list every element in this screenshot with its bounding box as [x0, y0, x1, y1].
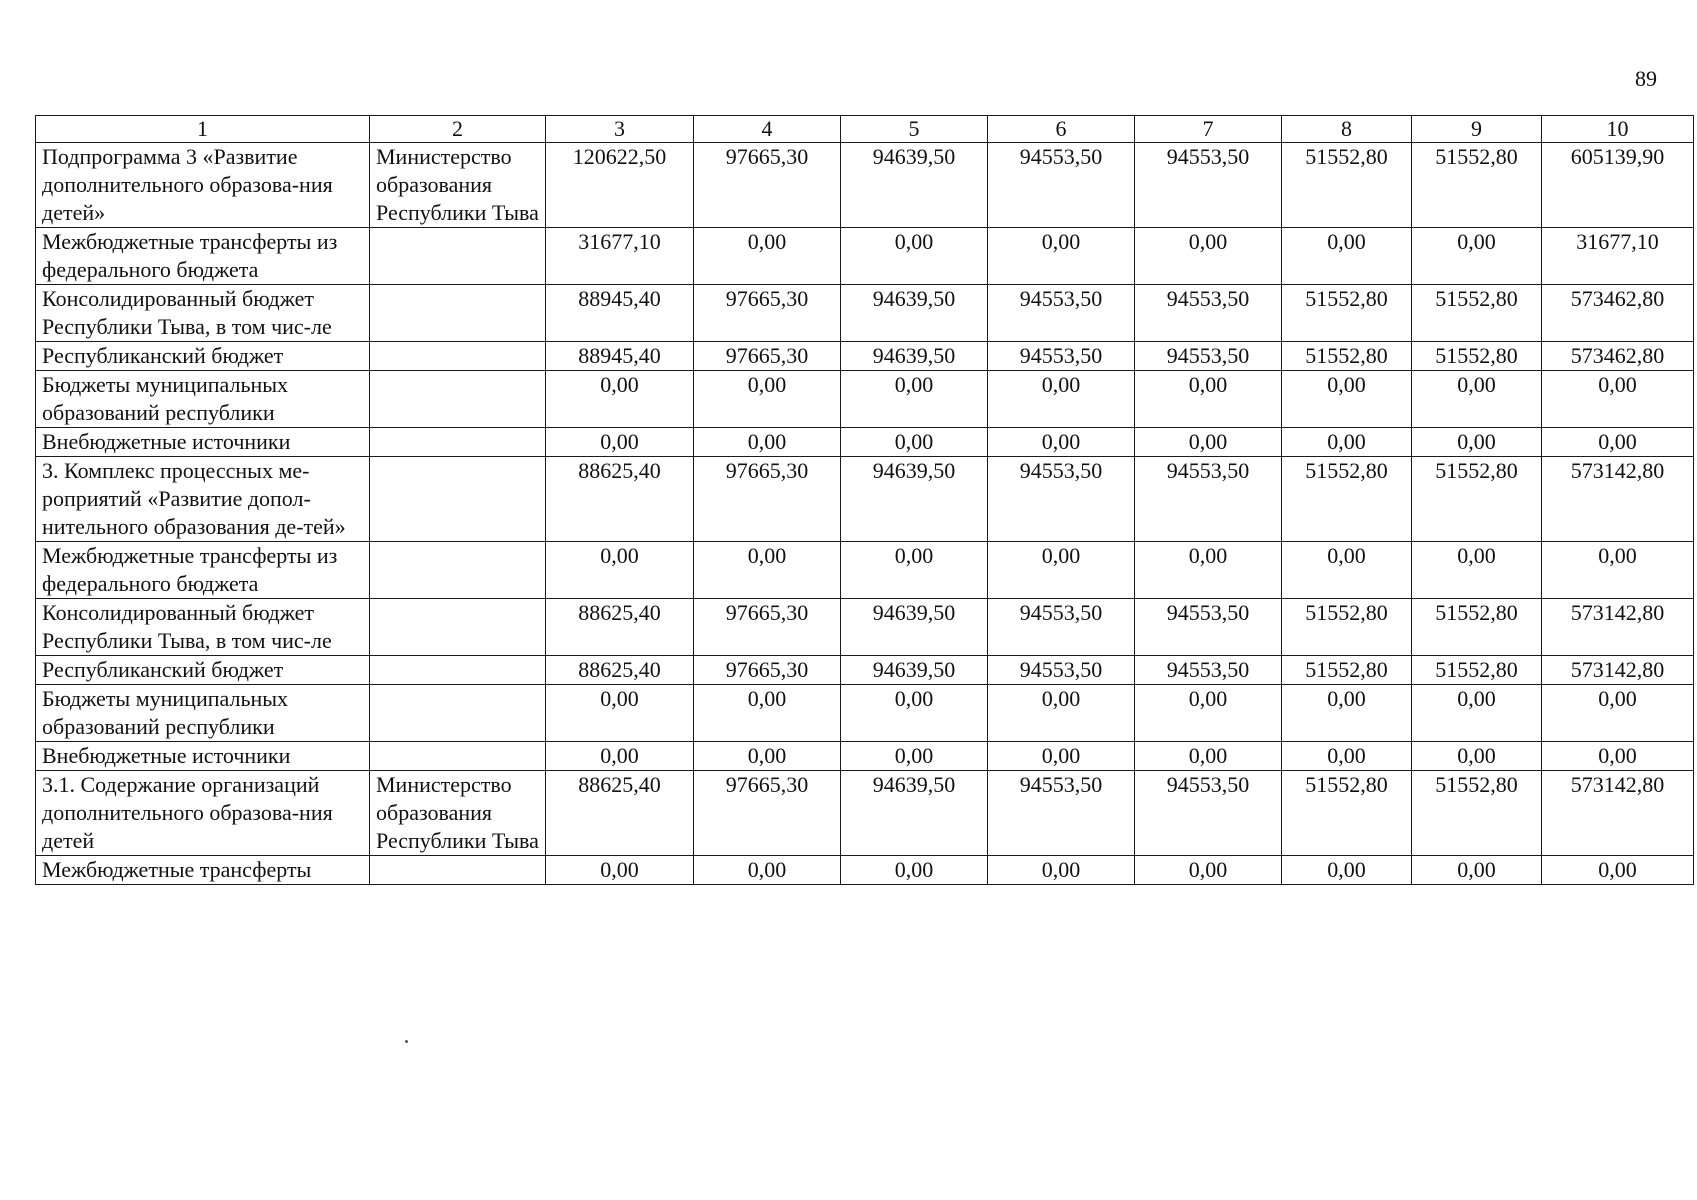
value-cell: 0,00 [1282, 371, 1412, 428]
value-cell: 94639,50 [841, 342, 988, 371]
value-cell: 51552,80 [1282, 656, 1412, 685]
value-cell: 51552,80 [1412, 599, 1542, 656]
responsible-org: Министерство образования Республики Тыва [370, 771, 546, 856]
value-cell: 0,00 [1282, 685, 1412, 742]
row-label: 3. Комплекс процессных ме-роприятий «Развитие допол-нительного образования де-тей» [36, 457, 370, 542]
value-cell: 94553,50 [988, 457, 1135, 542]
responsible-org [370, 856, 546, 885]
value-cell: 94639,50 [841, 656, 988, 685]
value-cell: 51552,80 [1412, 285, 1542, 342]
value-cell: 31677,10 [1542, 228, 1694, 285]
value-cell: 0,00 [1135, 685, 1282, 742]
value-cell: 51552,80 [1412, 771, 1542, 856]
value-cell: 0,00 [1542, 742, 1694, 771]
row-label: Бюджеты муниципальных образований республики [36, 685, 370, 742]
value-cell: 0,00 [841, 856, 988, 885]
value-cell: 573462,80 [1542, 342, 1694, 371]
value-cell: 94639,50 [841, 599, 988, 656]
table-row [36, 771, 1694, 856]
value-cell: 0,00 [1135, 371, 1282, 428]
header-cell: 4 [694, 116, 841, 143]
row-label: Межбюджетные трансферты из федерального бюджета [36, 228, 370, 285]
value-cell: 94639,50 [841, 285, 988, 342]
header-cell: 2 [370, 116, 546, 143]
value-cell: 94553,50 [1135, 599, 1282, 656]
value-cell: 0,00 [841, 228, 988, 285]
value-cell: 94553,50 [988, 143, 1135, 228]
header-cell: 9 [1412, 116, 1542, 143]
responsible-org [370, 228, 546, 285]
stray-mark [405, 1040, 408, 1043]
value-cell: 0,00 [1135, 228, 1282, 285]
value-cell: 94553,50 [988, 656, 1135, 685]
header-cell: 3 [546, 116, 694, 143]
value-cell: 0,00 [1135, 542, 1282, 599]
value-cell: 0,00 [546, 685, 694, 742]
value-cell: 0,00 [841, 542, 988, 599]
responsible-org [370, 285, 546, 342]
value-cell: 88625,40 [546, 656, 694, 685]
value-cell: 94553,50 [1135, 771, 1282, 856]
value-cell: 0,00 [1282, 428, 1412, 457]
value-cell: 0,00 [841, 428, 988, 457]
row-label: Республиканский бюджет [36, 656, 370, 685]
row-label: Консолидированный бюджет Республики Тыва, в том чис-ле [36, 599, 370, 656]
value-cell: 0,00 [988, 428, 1135, 457]
value-cell: 0,00 [1412, 685, 1542, 742]
responsible-org [370, 342, 546, 371]
table-row [36, 228, 1694, 285]
value-cell: 51552,80 [1282, 342, 1412, 371]
table-header-row [36, 116, 1694, 143]
table-body [36, 116, 1694, 885]
value-cell: 94553,50 [988, 285, 1135, 342]
table-row [36, 428, 1694, 457]
table-row [36, 143, 1694, 228]
value-cell: 0,00 [694, 856, 841, 885]
responsible-org [370, 457, 546, 542]
row-label: Республиканский бюджет [36, 342, 370, 371]
value-cell: 97665,30 [694, 656, 841, 685]
value-cell: 0,00 [841, 685, 988, 742]
value-cell: 0,00 [694, 228, 841, 285]
value-cell: 573142,80 [1542, 656, 1694, 685]
value-cell: 97665,30 [694, 599, 841, 656]
row-label: Подпрограмма 3 «Развитие дополнительного образова-ния детей» [36, 143, 370, 228]
value-cell: 0,00 [841, 371, 988, 428]
value-cell: 0,00 [1412, 542, 1542, 599]
value-cell: 0,00 [1412, 856, 1542, 885]
value-cell: 51552,80 [1282, 457, 1412, 542]
table-row [36, 285, 1694, 342]
value-cell: 97665,30 [694, 457, 841, 542]
value-cell: 0,00 [694, 371, 841, 428]
table-row [36, 685, 1694, 742]
value-cell: 94553,50 [1135, 342, 1282, 371]
header-cell: 5 [841, 116, 988, 143]
value-cell: 51552,80 [1282, 599, 1412, 656]
row-label: 3.1. Содержание организаций дополнительного образова-ния детей [36, 771, 370, 856]
table-row [36, 599, 1694, 656]
value-cell: 120622,50 [546, 143, 694, 228]
responsible-org [370, 656, 546, 685]
row-label: Бюджеты муниципальных образований республики [36, 371, 370, 428]
value-cell: 88625,40 [546, 457, 694, 542]
value-cell: 94553,50 [988, 342, 1135, 371]
value-cell: 51552,80 [1282, 143, 1412, 228]
row-label: Межбюджетные трансферты из федерального бюджета [36, 542, 370, 599]
value-cell: 88625,40 [546, 599, 694, 656]
value-cell: 0,00 [546, 371, 694, 428]
table-row [36, 342, 1694, 371]
value-cell: 97665,30 [694, 285, 841, 342]
row-label: Консолидированный бюджет Республики Тыва, в том чис-ле [36, 285, 370, 342]
value-cell: 51552,80 [1412, 342, 1542, 371]
value-cell: 51552,80 [1412, 656, 1542, 685]
value-cell: 94639,50 [841, 143, 988, 228]
value-cell: 94639,50 [841, 457, 988, 542]
value-cell: 0,00 [694, 428, 841, 457]
responsible-org [370, 599, 546, 656]
value-cell: 88625,40 [546, 771, 694, 856]
value-cell: 0,00 [988, 542, 1135, 599]
value-cell: 0,00 [1412, 228, 1542, 285]
value-cell: 94639,50 [841, 771, 988, 856]
header-cell: 1 [36, 116, 370, 143]
value-cell: 88945,40 [546, 342, 694, 371]
value-cell: 51552,80 [1412, 143, 1542, 228]
value-cell: 0,00 [988, 371, 1135, 428]
value-cell: 605139,90 [1542, 143, 1694, 228]
responsible-org: Министерство образования Республики Тыва [370, 143, 546, 228]
table-row [36, 656, 1694, 685]
header-cell: 7 [1135, 116, 1282, 143]
budget-table [35, 115, 1694, 885]
value-cell: 0,00 [988, 742, 1135, 771]
value-cell: 97665,30 [694, 342, 841, 371]
value-cell: 0,00 [1542, 542, 1694, 599]
value-cell: 0,00 [546, 428, 694, 457]
responsible-org [370, 542, 546, 599]
value-cell: 573142,80 [1542, 457, 1694, 542]
value-cell: 0,00 [1542, 685, 1694, 742]
value-cell: 97665,30 [694, 771, 841, 856]
value-cell: 0,00 [1542, 856, 1694, 885]
table-row [36, 371, 1694, 428]
value-cell: 51552,80 [1282, 771, 1412, 856]
value-cell: 88945,40 [546, 285, 694, 342]
header-cell: 8 [1282, 116, 1412, 143]
value-cell: 0,00 [1135, 428, 1282, 457]
value-cell: 0,00 [988, 856, 1135, 885]
value-cell: 0,00 [1282, 228, 1412, 285]
value-cell: 0,00 [546, 856, 694, 885]
value-cell: 94553,50 [988, 771, 1135, 856]
value-cell: 94553,50 [1135, 143, 1282, 228]
header-cell: 6 [988, 116, 1135, 143]
value-cell: 94553,50 [1135, 457, 1282, 542]
value-cell: 573142,80 [1542, 771, 1694, 856]
value-cell: 573142,80 [1542, 599, 1694, 656]
value-cell: 0,00 [546, 742, 694, 771]
row-label: Внебюджетные источники [36, 428, 370, 457]
value-cell: 0,00 [1542, 371, 1694, 428]
page-number: 89 [1635, 66, 1657, 91]
value-cell: 0,00 [1282, 742, 1412, 771]
responsible-org [370, 685, 546, 742]
value-cell: 0,00 [1282, 856, 1412, 885]
value-cell: 94553,50 [1135, 656, 1282, 685]
value-cell: 0,00 [1135, 856, 1282, 885]
header-cell: 10 [1542, 116, 1694, 143]
responsible-org [370, 742, 546, 771]
value-cell: 0,00 [988, 228, 1135, 285]
table-row [36, 457, 1694, 542]
value-cell: 97665,30 [694, 143, 841, 228]
responsible-org [370, 428, 546, 457]
value-cell: 0,00 [694, 685, 841, 742]
value-cell: 0,00 [546, 542, 694, 599]
value-cell: 573462,80 [1542, 285, 1694, 342]
value-cell: 0,00 [1412, 371, 1542, 428]
value-cell: 0,00 [694, 742, 841, 771]
value-cell: 0,00 [988, 685, 1135, 742]
row-label: Межбюджетные трансферты [36, 856, 370, 885]
row-label: Внебюджетные источники [36, 742, 370, 771]
value-cell: 94553,50 [988, 599, 1135, 656]
value-cell: 0,00 [1542, 428, 1694, 457]
value-cell: 51552,80 [1412, 457, 1542, 542]
value-cell: 0,00 [1412, 428, 1542, 457]
table-row [36, 856, 1694, 885]
value-cell: 94553,50 [1135, 285, 1282, 342]
value-cell: 51552,80 [1282, 285, 1412, 342]
value-cell: 0,00 [1412, 742, 1542, 771]
value-cell: 0,00 [694, 542, 841, 599]
table-row [36, 542, 1694, 599]
value-cell: 31677,10 [546, 228, 694, 285]
value-cell: 0,00 [841, 742, 988, 771]
table-row [36, 742, 1694, 771]
value-cell: 0,00 [1135, 742, 1282, 771]
value-cell: 0,00 [1282, 542, 1412, 599]
responsible-org [370, 371, 546, 428]
